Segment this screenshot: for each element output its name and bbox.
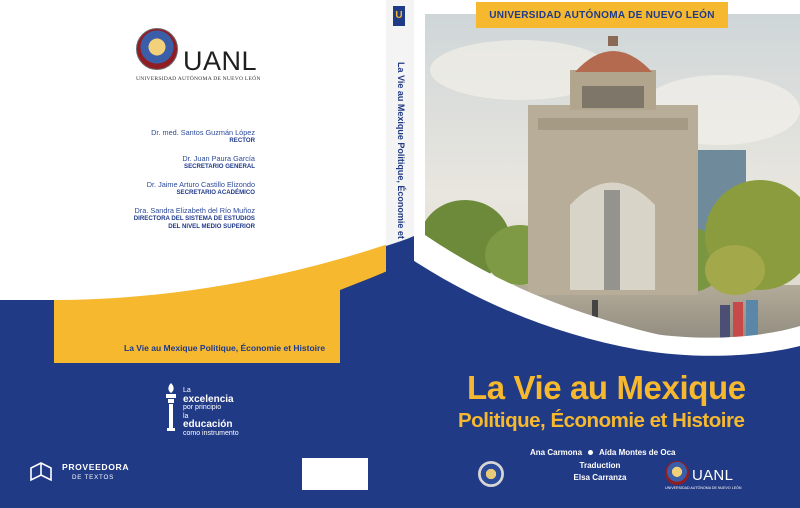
motto-logo (155, 382, 285, 437)
back-book-title: La Vie au Mexique Politique, Économie et Histoire (124, 343, 326, 353)
official-role: RECTOR (229, 137, 255, 144)
official-role-continued: DEL NIVEL MEDIO SUPERIOR (168, 223, 255, 230)
official-entry (110, 180, 255, 197)
official-name: Dr. Jaime Arturo Castillo Elizondo (146, 180, 255, 189)
book-icon (28, 460, 54, 484)
spine-title: La Vie au Mexique Politique, Économie et Histoire (396, 62, 406, 275)
bullet-icon (588, 450, 593, 455)
uanl-logo-text: UANL (692, 467, 734, 484)
motto-line: La (183, 387, 191, 394)
uanl-logo-back (133, 26, 263, 88)
official-entry (110, 128, 255, 145)
uanl-logo-subtitle: UNIVERSIDAD AUTÓNOMA DE NUEVO LEÓN (136, 76, 261, 82)
university-seal-icon (665, 461, 689, 485)
publisher-name-2: DE TEXTOS (72, 474, 115, 481)
book-subtitle: Politique, Économie et Histoire (458, 409, 745, 432)
front-banner-text: UNIVERSIDAD AUTÓNOMA DE NUEVO LEÓN (489, 9, 715, 21)
official-entry (110, 154, 255, 171)
author-name: Aída Montes de Oca (599, 448, 676, 457)
motto-line: por principio (183, 404, 222, 411)
motto-line: la (183, 412, 189, 420)
publisher-logo (28, 458, 128, 488)
official-entry (110, 206, 255, 231)
translation-label: Traduction (579, 460, 621, 470)
university-seal-icon (136, 28, 178, 70)
secondary-seal-icon (478, 461, 504, 487)
author-line (530, 447, 676, 460)
translator-name: Elsa Carranza (573, 473, 627, 483)
official-name: Dr. med. Santos Guzmán López (151, 128, 255, 137)
motto-line: como instrumento (183, 429, 239, 437)
spine-badge: U (393, 6, 405, 26)
book-title: La Vie au Mexique (467, 369, 746, 406)
barcode-area (302, 458, 368, 490)
authors-block (530, 447, 676, 485)
official-name: Dra. Sandra Elizabeth del Río Muñoz (134, 206, 255, 215)
back-band-title (54, 305, 340, 363)
motto-line: excelencia (183, 393, 234, 405)
torch-icon (162, 382, 180, 432)
publisher-name: PROVEEDORA (62, 462, 130, 472)
official-role: SECRETARIO GENERAL (184, 163, 255, 170)
official-role: SECRETARIO ACADÉMICO (176, 189, 255, 196)
official-role: DIRECTORA DEL SISTEMA DE ESTUDIOS (133, 215, 255, 222)
uanl-logo-text: UANL (183, 46, 258, 76)
official-name: Dr. Juan Paura García (182, 154, 255, 163)
uanl-logo-subtitle: UNIVERSIDAD AUTÓNOMA DE NUEVO LEÓN (665, 486, 742, 490)
officials-list (110, 128, 255, 240)
motto-line: educación (183, 419, 233, 430)
front-university-banner (476, 2, 728, 28)
uanl-logo-front (665, 461, 755, 491)
author-name: Ana Carmona (530, 448, 583, 457)
